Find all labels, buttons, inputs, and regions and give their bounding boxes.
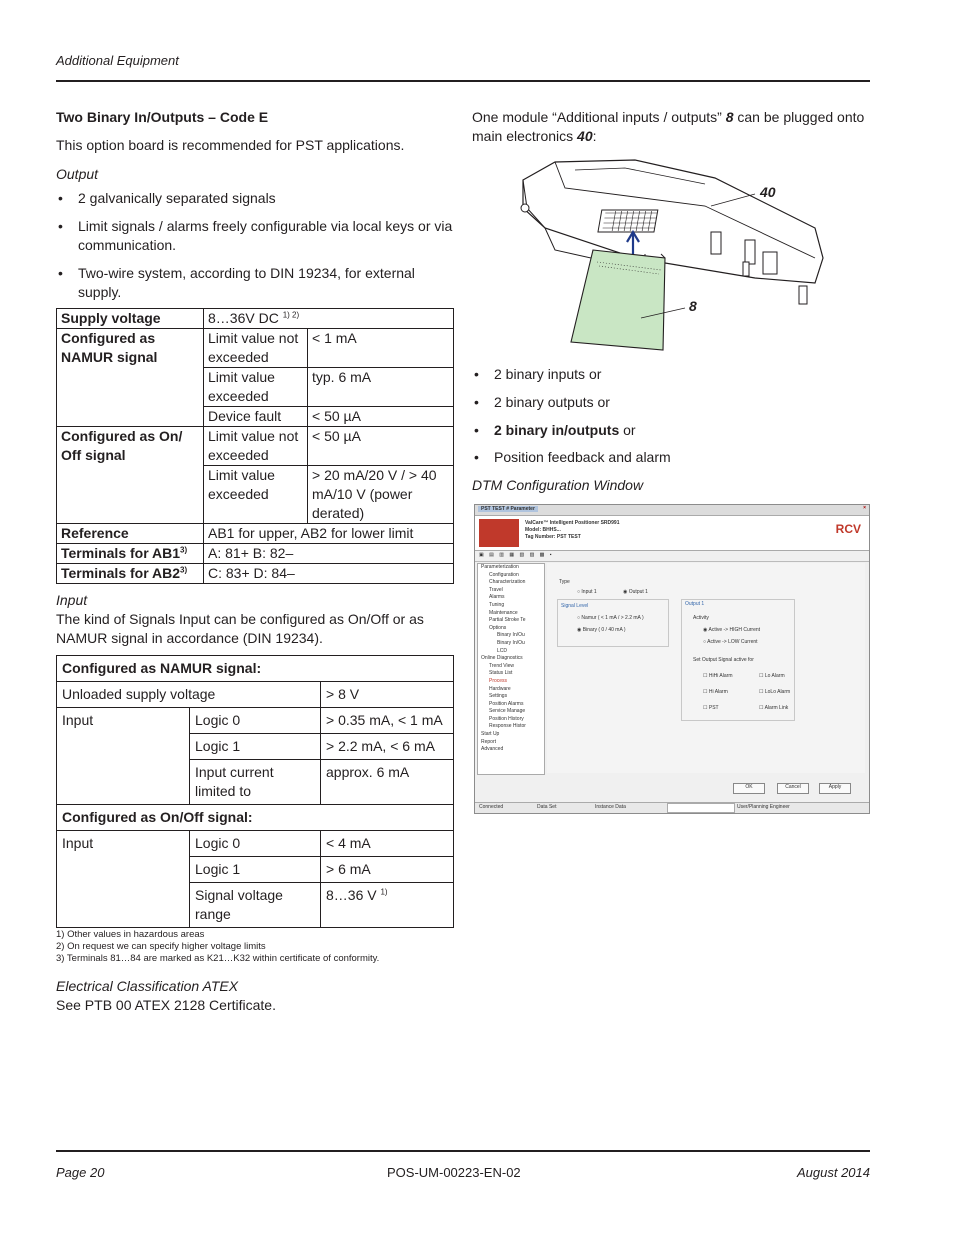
- table-cell: > 6 mA: [321, 857, 454, 883]
- check-alarm-link[interactable]: ☐ Alarm Link: [759, 705, 789, 711]
- tree-item[interactable]: Position History: [489, 715, 524, 722]
- device-figure: [515, 158, 835, 354]
- atex-heading: Electrical Classification ATEX: [56, 978, 239, 994]
- footer-rule: [56, 1150, 870, 1152]
- dtm-header: [475, 516, 869, 551]
- supply-voltage-value: 8…36V DC: [208, 310, 279, 326]
- status-instance: Instance Data: [595, 804, 626, 810]
- close-icon[interactable]: ×: [863, 505, 866, 511]
- check-label: Lo Alarm: [764, 673, 785, 679]
- active-high-radio[interactable]: ◉ Active -> HIGH Current: [703, 627, 761, 633]
- list-item: [472, 421, 872, 440]
- check-label: LoLo Alarm: [764, 689, 791, 695]
- dtm-titlebar: [475, 505, 869, 516]
- list-item: • Two-wire system, according to DIN 19234, for external supply.: [56, 264, 454, 302]
- table-cell: Limit value not exceeded: [204, 329, 308, 368]
- tree-item[interactable]: Advanced: [481, 746, 504, 753]
- left-column: [56, 108, 454, 1015]
- unloaded-label: Unloaded supply voltage: [57, 682, 321, 708]
- intro-text-part: can be plugged onto main electronics: [472, 109, 865, 144]
- tree-item[interactable]: Partial Stroke Te: [489, 617, 526, 624]
- footnote-ref: 3): [180, 545, 188, 555]
- ab2-label: Terminals for AB2: [61, 565, 181, 581]
- unloaded-value: > 8 V: [321, 682, 454, 708]
- dtm-window: [474, 504, 870, 814]
- reference-label: Reference: [57, 524, 204, 544]
- label-8: 8: [689, 298, 697, 314]
- table-cell: Logic 0: [190, 831, 321, 857]
- check-label: Alarm Link: [764, 705, 789, 711]
- dtm-panel: [547, 563, 865, 773]
- dtm-tag: Tag Number: PST TEST: [525, 534, 581, 540]
- footnote: 2) On request we can specify higher voltage limits: [56, 941, 266, 952]
- input1-radio[interactable]: ○ Input 1: [577, 589, 597, 595]
- input-table: [56, 655, 454, 928]
- ab1-value: A: 81+ B: 82–: [204, 544, 454, 564]
- tree-item[interactable]: Hardware: [489, 685, 511, 692]
- footnote: 3) Terminals 81…84 are marked as K21…K32 within certificate of conformity.: [56, 953, 380, 964]
- tree-item[interactable]: Status List: [489, 670, 513, 677]
- module-intro: [472, 108, 872, 146]
- output1-radio[interactable]: ◉ Output 1: [623, 589, 648, 595]
- intro-ref-8: 8: [725, 109, 734, 125]
- check-hi[interactable]: ☐ Hi Alarm: [703, 689, 728, 695]
- status-connected: Connected: [479, 804, 504, 810]
- intro-ref-40: 40: [577, 128, 593, 144]
- tree-item[interactable]: Characterization: [489, 579, 526, 586]
- table-cell: Logic 1: [190, 857, 321, 883]
- intro-text-part: :: [592, 128, 597, 144]
- table-cell: > 0.35 mA, < 1 mA: [321, 708, 454, 734]
- table-cell: Limit value not exceeded: [204, 427, 308, 466]
- ab1-label: Terminals for AB1: [61, 545, 181, 561]
- binary-radio[interactable]: ◉ Binary ( 0 / 40 mA ): [577, 627, 626, 633]
- footnote: 1) Other values in hazardous areas: [56, 929, 205, 940]
- section-title: Two Binary In/Outputs – Code E: [56, 109, 269, 125]
- section-header: Additional Equipment: [56, 53, 179, 68]
- signal-level-label: Signal Level: [561, 603, 589, 609]
- electronics-illustration: [515, 158, 835, 354]
- tree-item[interactable]: Process: [489, 677, 508, 684]
- table-cell: < 1 mA: [308, 329, 454, 368]
- bold-text: 2 binary in/outputs: [494, 422, 620, 438]
- supply-voltage-cell: [204, 309, 454, 329]
- tree-item[interactable]: Binary In/Ou: [497, 639, 525, 646]
- doc-date: August 2014: [796, 1165, 870, 1180]
- dtm-model: Model: BHHS...: [525, 527, 561, 533]
- tree-item[interactable]: Report: [481, 738, 497, 745]
- rcv-logo: RCV: [835, 522, 861, 536]
- check-pst[interactable]: ☐ PST: [703, 705, 719, 711]
- check-lo[interactable]: ☐ Lo Alarm: [759, 673, 785, 679]
- radio-label: Active -> LOW Current: [707, 639, 758, 645]
- list-item: • 2 binary inputs or: [472, 365, 872, 384]
- radio-label: Input 1: [581, 589, 597, 595]
- tree-item[interactable]: Travel: [489, 586, 503, 593]
- table-cell: < 4 mA: [321, 831, 454, 857]
- table-cell: Logic 0: [190, 708, 321, 734]
- option-list: [472, 365, 872, 467]
- output-list: [56, 189, 454, 302]
- list-item: • 2 galvanically separated signals: [56, 189, 454, 208]
- check-label: HiHi Alarm: [708, 673, 733, 679]
- dtm-statusbar: [475, 802, 869, 813]
- apply-button[interactable]: Apply: [819, 783, 851, 794]
- table-cell: > 2.2 mA, < 6 mA: [321, 734, 454, 760]
- table-cell: Device fault: [204, 407, 308, 427]
- radio-label: Binary ( 0 / 40 mA ): [582, 627, 626, 633]
- label-40: 40: [760, 184, 776, 200]
- tree-list: [478, 564, 544, 754]
- tree-item[interactable]: Parameterization: [481, 564, 519, 570]
- input-text: The kind of Signals Input can be configured as On/Off or as NAMUR signal in accordance (DIN 19234).: [56, 611, 424, 646]
- table-cell: Limit value exceeded: [204, 368, 308, 407]
- intro-text-part: One module “Additional inputs / outputs”: [472, 109, 722, 125]
- status-user: User/Planning Engineer: [737, 804, 790, 810]
- list-item-text: or: [619, 422, 636, 438]
- signal-voltage-value: 8…36 V: [326, 887, 377, 903]
- output-group-label: Output 1: [685, 601, 705, 607]
- tree-item[interactable]: Alarms: [489, 594, 505, 601]
- dtm-tree: [477, 563, 545, 775]
- onoff-label: Configured as On/ Off signal: [57, 427, 204, 524]
- positioner-image: [479, 519, 519, 547]
- list-item: • 2 binary outputs or: [472, 393, 872, 412]
- cancel-button[interactable]: Cancel: [777, 783, 809, 794]
- reference-value: AB1 for upper, AB2 for lower limit: [204, 524, 454, 544]
- tree-item[interactable]: Service Manage: [489, 708, 526, 715]
- table-row: [57, 524, 454, 544]
- check-label: Hi Alarm: [708, 689, 728, 695]
- footnotes: [56, 929, 454, 965]
- toolbar-icons[interactable]: ▣ ▤ ▥ ▦ ▧ ▨ ▩ ▪: [479, 552, 554, 558]
- type-label: Type: [559, 579, 570, 585]
- ab2-label-cell: [57, 564, 204, 584]
- dtm-heading: DTM Configuration Window: [472, 477, 644, 493]
- table-cell: Signal voltage range: [190, 883, 321, 928]
- intro-text: This option board is recommended for PST applications.: [56, 137, 405, 153]
- table-row: [57, 309, 454, 329]
- active-low-radio[interactable]: ○ Active -> LOW Current: [703, 639, 758, 645]
- tree-item[interactable]: Options: [489, 624, 507, 631]
- signal-voltage-cell: [321, 883, 454, 928]
- dtm-product: ValCare™ Intelligent Positioner SRD991: [525, 520, 620, 526]
- table-cell: typ. 6 mA: [308, 368, 454, 407]
- tree-item[interactable]: Response Histor: [489, 723, 526, 730]
- footnote-ref: 1): [380, 887, 388, 897]
- status-dataset: Data Set: [537, 804, 557, 810]
- tree-item[interactable]: LCD: [497, 647, 508, 654]
- right-column: [472, 108, 872, 146]
- table-row: [57, 544, 454, 564]
- tree-item[interactable]: Start Up: [481, 731, 500, 738]
- table-row: [57, 831, 454, 857]
- namur-header: Configured as NAMUR signal:: [57, 656, 454, 682]
- namur-radio[interactable]: ○ Namur ( < 1 mA / > 2.2 mA ): [577, 615, 644, 621]
- doc-number: POS-UM-00223-EN-02: [387, 1165, 521, 1180]
- radio-label: Output 1: [628, 589, 648, 595]
- tree-item[interactable]: Tuning: [489, 601, 505, 608]
- table-row: [57, 564, 454, 584]
- spec-table: [56, 308, 454, 584]
- table-cell: Logic 1: [190, 734, 321, 760]
- footnote-ref: 1) 2): [282, 310, 300, 320]
- option-list-wrap: [472, 365, 872, 495]
- table-row: [57, 427, 454, 466]
- input-label: Input: [57, 708, 190, 805]
- table-row: [57, 656, 454, 682]
- table-row: [57, 682, 454, 708]
- onoff-header: Configured as On/Off signal:: [57, 805, 454, 831]
- table-cell: < 50 µA: [308, 427, 454, 466]
- set-output-label: Set Output Signal active for: [693, 657, 754, 663]
- onoff-input-label: Input: [57, 831, 190, 928]
- dtm-tab[interactable]: PST TEST # Parameter: [478, 506, 538, 512]
- check-hihi[interactable]: ☐ HiHi Alarm: [703, 673, 733, 679]
- supply-voltage-label: Supply voltage: [57, 309, 204, 329]
- tree-item[interactable]: Binary In/Ou: [497, 632, 525, 639]
- tree-item[interactable]: Online Diagnostics: [481, 655, 523, 662]
- table-cell: > 20 mA/20 V / > 40 mA/10 V (power derated): [308, 466, 454, 524]
- radio-label: Active -> HIGH Current: [708, 627, 761, 633]
- table-cell: Limit value exceeded: [204, 466, 308, 524]
- header-rule: [56, 80, 870, 82]
- list-item: • Position feedback and alarm: [472, 448, 872, 467]
- tree-item[interactable]: Position Alarms: [489, 700, 524, 707]
- radio-label: Namur ( < 1 mA / > 2.2 mA ): [581, 615, 644, 621]
- check-label: PST: [708, 705, 719, 711]
- tree-item[interactable]: Settings: [489, 693, 508, 700]
- input-heading: Input: [56, 592, 88, 608]
- status-field: [667, 803, 735, 813]
- check-lolo[interactable]: ☐ LoLo Alarm: [759, 689, 791, 695]
- table-cell: approx. 6 mA: [321, 760, 454, 805]
- table-cell: < 50 µA: [308, 407, 454, 427]
- ok-button[interactable]: OK: [733, 783, 765, 794]
- namur-label: Configured as NAMUR signal: [57, 329, 204, 427]
- tree-item[interactable]: Configuration: [489, 571, 519, 578]
- table-row: [57, 708, 454, 734]
- tree-item[interactable]: Trend View: [489, 662, 515, 669]
- page-number: Page 20: [56, 1165, 105, 1180]
- ab2-value: C: 83+ D: 84–: [204, 564, 454, 584]
- output-heading: Output: [56, 166, 99, 182]
- tree-item[interactable]: Maintenance: [489, 609, 518, 616]
- footnote-ref: 3): [180, 565, 188, 575]
- dtm-toolbar: [475, 551, 869, 562]
- atex-text: See PTB 00 ATEX 2128 Certificate.: [56, 997, 276, 1013]
- list-item: • Limit signals / alarms freely configurable via local keys or via communication.: [56, 217, 454, 255]
- activity-label: Activity: [693, 615, 709, 621]
- ab1-label-cell: [57, 544, 204, 564]
- table-row: [57, 805, 454, 831]
- table-row: [57, 329, 454, 368]
- table-cell: Input current limited to: [190, 760, 321, 805]
